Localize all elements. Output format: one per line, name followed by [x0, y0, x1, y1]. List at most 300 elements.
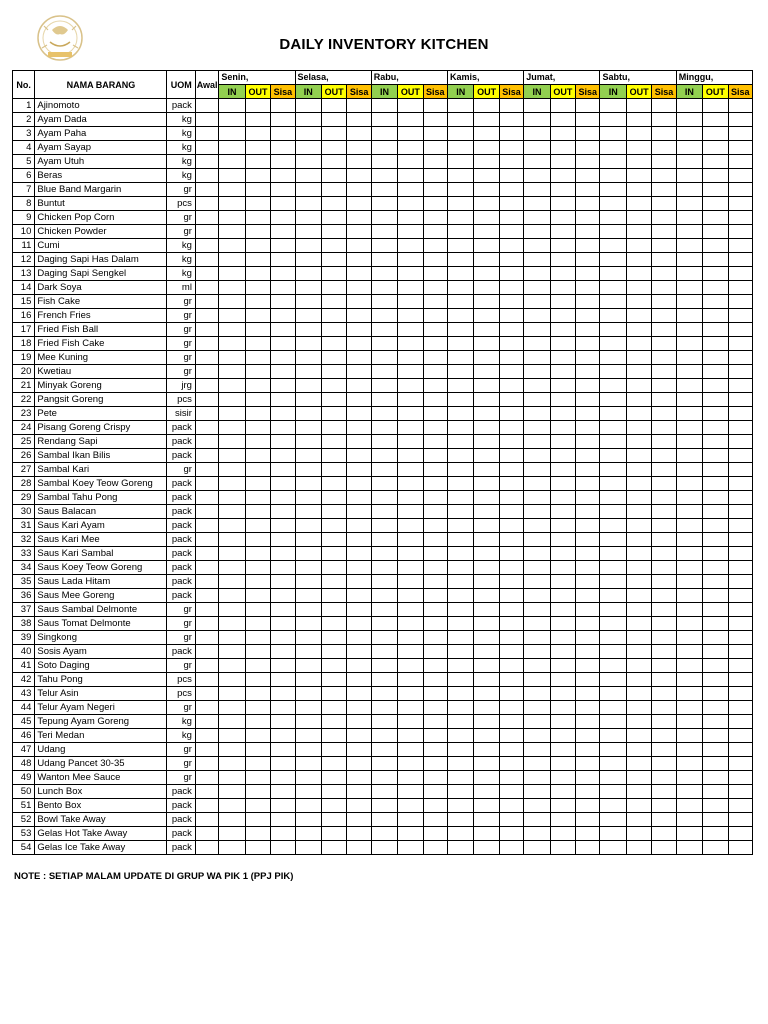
entry-cell[interactable] [652, 799, 676, 813]
entry-cell[interactable] [219, 449, 245, 463]
entry-cell[interactable] [600, 351, 626, 365]
entry-cell[interactable] [703, 421, 728, 435]
entry-cell[interactable] [499, 505, 523, 519]
entry-cell[interactable] [295, 729, 321, 743]
entry-cell[interactable] [499, 127, 523, 141]
entry-cell[interactable] [524, 113, 550, 127]
entry-cell[interactable] [398, 295, 423, 309]
entry-cell[interactable] [626, 827, 651, 841]
entry-cell[interactable] [474, 687, 499, 701]
entry-cell[interactable] [676, 491, 702, 505]
entry-cell[interactable] [703, 141, 728, 155]
entry-cell[interactable] [652, 561, 676, 575]
entry-cell[interactable] [347, 785, 371, 799]
entry-cell[interactable] [245, 603, 270, 617]
entry-cell[interactable] [600, 561, 626, 575]
entry-cell[interactable] [524, 575, 550, 589]
entry-cell[interactable] [321, 547, 346, 561]
entry-cell[interactable] [652, 659, 676, 673]
entry-cell[interactable] [347, 561, 371, 575]
row-awal-cell[interactable] [195, 477, 218, 491]
entry-cell[interactable] [371, 631, 397, 645]
entry-cell[interactable] [219, 365, 245, 379]
entry-cell[interactable] [576, 813, 600, 827]
entry-cell[interactable] [371, 757, 397, 771]
entry-cell[interactable] [423, 197, 447, 211]
entry-cell[interactable] [499, 267, 523, 281]
entry-cell[interactable] [576, 337, 600, 351]
entry-cell[interactable] [398, 603, 423, 617]
entry-cell[interactable] [524, 365, 550, 379]
entry-cell[interactable] [371, 519, 397, 533]
entry-cell[interactable] [321, 631, 346, 645]
entry-cell[interactable] [219, 841, 245, 855]
entry-cell[interactable] [676, 127, 702, 141]
entry-cell[interactable] [652, 589, 676, 603]
entry-cell[interactable] [626, 351, 651, 365]
entry-cell[interactable] [321, 561, 346, 575]
entry-cell[interactable] [474, 491, 499, 505]
row-awal-cell[interactable] [195, 449, 218, 463]
entry-cell[interactable] [371, 253, 397, 267]
entry-cell[interactable] [371, 841, 397, 855]
entry-cell[interactable] [474, 295, 499, 309]
entry-cell[interactable] [728, 547, 752, 561]
entry-cell[interactable] [550, 407, 575, 421]
entry-cell[interactable] [371, 407, 397, 421]
entry-cell[interactable] [728, 533, 752, 547]
entry-cell[interactable] [576, 99, 600, 113]
entry-cell[interactable] [371, 309, 397, 323]
entry-cell[interactable] [295, 421, 321, 435]
entry-cell[interactable] [321, 799, 346, 813]
entry-cell[interactable] [423, 435, 447, 449]
entry-cell[interactable] [219, 267, 245, 281]
entry-cell[interactable] [550, 351, 575, 365]
entry-cell[interactable] [524, 757, 550, 771]
entry-cell[interactable] [499, 463, 523, 477]
entry-cell[interactable] [600, 491, 626, 505]
entry-cell[interactable] [499, 337, 523, 351]
entry-cell[interactable] [550, 757, 575, 771]
entry-cell[interactable] [423, 547, 447, 561]
entry-cell[interactable] [423, 407, 447, 421]
entry-cell[interactable] [728, 799, 752, 813]
entry-cell[interactable] [550, 477, 575, 491]
entry-cell[interactable] [576, 743, 600, 757]
entry-cell[interactable] [626, 155, 651, 169]
entry-cell[interactable] [703, 393, 728, 407]
entry-cell[interactable] [219, 239, 245, 253]
row-awal-cell[interactable] [195, 491, 218, 505]
entry-cell[interactable] [474, 715, 499, 729]
entry-cell[interactable] [448, 407, 474, 421]
entry-cell[interactable] [219, 393, 245, 407]
entry-cell[interactable] [550, 743, 575, 757]
entry-cell[interactable] [295, 771, 321, 785]
entry-cell[interactable] [676, 547, 702, 561]
entry-cell[interactable] [576, 799, 600, 813]
entry-cell[interactable] [271, 533, 295, 547]
entry-cell[interactable] [271, 477, 295, 491]
entry-cell[interactable] [347, 267, 371, 281]
entry-cell[interactable] [448, 127, 474, 141]
entry-cell[interactable] [271, 519, 295, 533]
entry-cell[interactable] [347, 477, 371, 491]
entry-cell[interactable] [347, 827, 371, 841]
entry-cell[interactable] [600, 421, 626, 435]
entry-cell[interactable] [371, 659, 397, 673]
entry-cell[interactable] [728, 421, 752, 435]
entry-cell[interactable] [423, 519, 447, 533]
entry-cell[interactable] [524, 589, 550, 603]
entry-cell[interactable] [499, 253, 523, 267]
entry-cell[interactable] [576, 113, 600, 127]
entry-cell[interactable] [271, 603, 295, 617]
entry-cell[interactable] [423, 183, 447, 197]
entry-cell[interactable] [245, 183, 270, 197]
entry-cell[interactable] [703, 267, 728, 281]
entry-cell[interactable] [600, 281, 626, 295]
entry-cell[interactable] [219, 113, 245, 127]
entry-cell[interactable] [245, 197, 270, 211]
entry-cell[interactable] [703, 127, 728, 141]
entry-cell[interactable] [600, 827, 626, 841]
entry-cell[interactable] [371, 99, 397, 113]
entry-cell[interactable] [271, 743, 295, 757]
entry-cell[interactable] [499, 519, 523, 533]
entry-cell[interactable] [676, 239, 702, 253]
entry-cell[interactable] [626, 449, 651, 463]
entry-cell[interactable] [728, 99, 752, 113]
entry-cell[interactable] [474, 673, 499, 687]
entry-cell[interactable] [474, 561, 499, 575]
entry-cell[interactable] [550, 715, 575, 729]
entry-cell[interactable] [676, 673, 702, 687]
entry-cell[interactable] [652, 197, 676, 211]
entry-cell[interactable] [474, 463, 499, 477]
entry-cell[interactable] [423, 757, 447, 771]
entry-cell[interactable] [398, 197, 423, 211]
entry-cell[interactable] [295, 841, 321, 855]
entry-cell[interactable] [245, 785, 270, 799]
entry-cell[interactable] [676, 155, 702, 169]
row-awal-cell[interactable] [195, 365, 218, 379]
entry-cell[interactable] [728, 365, 752, 379]
entry-cell[interactable] [271, 799, 295, 813]
entry-cell[interactable] [474, 547, 499, 561]
entry-cell[interactable] [219, 659, 245, 673]
entry-cell[interactable] [676, 295, 702, 309]
entry-cell[interactable] [728, 603, 752, 617]
entry-cell[interactable] [499, 771, 523, 785]
entry-cell[interactable] [728, 169, 752, 183]
entry-cell[interactable] [728, 281, 752, 295]
entry-cell[interactable] [271, 631, 295, 645]
entry-cell[interactable] [245, 617, 270, 631]
entry-cell[interactable] [499, 575, 523, 589]
entry-cell[interactable] [245, 533, 270, 547]
entry-cell[interactable] [448, 295, 474, 309]
entry-cell[interactable] [271, 113, 295, 127]
entry-cell[interactable] [600, 309, 626, 323]
entry-cell[interactable] [499, 603, 523, 617]
entry-cell[interactable] [295, 169, 321, 183]
entry-cell[interactable] [703, 407, 728, 421]
entry-cell[interactable] [524, 785, 550, 799]
entry-cell[interactable] [703, 561, 728, 575]
entry-cell[interactable] [219, 813, 245, 827]
entry-cell[interactable] [626, 295, 651, 309]
entry-cell[interactable] [550, 813, 575, 827]
row-awal-cell[interactable] [195, 505, 218, 519]
entry-cell[interactable] [245, 631, 270, 645]
entry-cell[interactable] [474, 449, 499, 463]
entry-cell[interactable] [576, 197, 600, 211]
entry-cell[interactable] [576, 211, 600, 225]
entry-cell[interactable] [576, 589, 600, 603]
entry-cell[interactable] [398, 687, 423, 701]
entry-cell[interactable] [423, 687, 447, 701]
entry-cell[interactable] [371, 449, 397, 463]
entry-cell[interactable] [219, 589, 245, 603]
entry-cell[interactable] [703, 295, 728, 309]
entry-cell[interactable] [626, 323, 651, 337]
entry-cell[interactable] [703, 281, 728, 295]
entry-cell[interactable] [271, 127, 295, 141]
entry-cell[interactable] [321, 295, 346, 309]
entry-cell[interactable] [219, 757, 245, 771]
entry-cell[interactable] [271, 351, 295, 365]
row-awal-cell[interactable] [195, 141, 218, 155]
entry-cell[interactable] [448, 323, 474, 337]
entry-cell[interactable] [448, 169, 474, 183]
entry-cell[interactable] [271, 771, 295, 785]
entry-cell[interactable] [499, 295, 523, 309]
entry-cell[interactable] [245, 715, 270, 729]
row-awal-cell[interactable] [195, 351, 218, 365]
entry-cell[interactable] [271, 715, 295, 729]
entry-cell[interactable] [550, 155, 575, 169]
entry-cell[interactable] [448, 351, 474, 365]
entry-cell[interactable] [347, 631, 371, 645]
entry-cell[interactable] [474, 575, 499, 589]
entry-cell[interactable] [295, 99, 321, 113]
entry-cell[interactable] [703, 351, 728, 365]
entry-cell[interactable] [524, 393, 550, 407]
entry-cell[interactable] [652, 757, 676, 771]
entry-cell[interactable] [423, 379, 447, 393]
entry-cell[interactable] [626, 547, 651, 561]
row-awal-cell[interactable] [195, 715, 218, 729]
entry-cell[interactable] [321, 309, 346, 323]
entry-cell[interactable] [448, 827, 474, 841]
entry-cell[interactable] [371, 771, 397, 785]
entry-cell[interactable] [347, 379, 371, 393]
entry-cell[interactable] [703, 155, 728, 169]
entry-cell[interactable] [550, 421, 575, 435]
row-awal-cell[interactable] [195, 393, 218, 407]
entry-cell[interactable] [474, 407, 499, 421]
entry-cell[interactable] [524, 155, 550, 169]
entry-cell[interactable] [576, 393, 600, 407]
entry-cell[interactable] [371, 687, 397, 701]
entry-cell[interactable] [474, 225, 499, 239]
entry-cell[interactable] [728, 379, 752, 393]
entry-cell[interactable] [728, 393, 752, 407]
entry-cell[interactable] [728, 197, 752, 211]
entry-cell[interactable] [371, 589, 397, 603]
row-awal-cell[interactable] [195, 799, 218, 813]
entry-cell[interactable] [245, 267, 270, 281]
entry-cell[interactable] [245, 449, 270, 463]
entry-cell[interactable] [398, 141, 423, 155]
entry-cell[interactable] [499, 743, 523, 757]
entry-cell[interactable] [600, 575, 626, 589]
entry-cell[interactable] [321, 645, 346, 659]
entry-cell[interactable] [219, 337, 245, 351]
entry-cell[interactable] [423, 673, 447, 687]
entry-cell[interactable] [321, 323, 346, 337]
entry-cell[interactable] [271, 687, 295, 701]
entry-cell[interactable] [474, 729, 499, 743]
entry-cell[interactable] [347, 533, 371, 547]
entry-cell[interactable] [219, 799, 245, 813]
entry-cell[interactable] [550, 211, 575, 225]
entry-cell[interactable] [499, 155, 523, 169]
entry-cell[interactable] [728, 141, 752, 155]
entry-cell[interactable] [728, 771, 752, 785]
entry-cell[interactable] [524, 547, 550, 561]
entry-cell[interactable] [219, 463, 245, 477]
entry-cell[interactable] [448, 687, 474, 701]
entry-cell[interactable] [423, 771, 447, 785]
entry-cell[interactable] [398, 211, 423, 225]
entry-cell[interactable] [474, 211, 499, 225]
entry-cell[interactable] [423, 99, 447, 113]
entry-cell[interactable] [676, 617, 702, 631]
entry-cell[interactable] [423, 603, 447, 617]
row-awal-cell[interactable] [195, 463, 218, 477]
entry-cell[interactable] [550, 281, 575, 295]
entry-cell[interactable] [245, 253, 270, 267]
entry-cell[interactable] [499, 113, 523, 127]
entry-cell[interactable] [499, 533, 523, 547]
entry-cell[interactable] [371, 421, 397, 435]
entry-cell[interactable] [550, 547, 575, 561]
entry-cell[interactable] [448, 673, 474, 687]
row-awal-cell[interactable] [195, 197, 218, 211]
entry-cell[interactable] [371, 561, 397, 575]
entry-cell[interactable] [245, 281, 270, 295]
entry-cell[interactable] [524, 141, 550, 155]
entry-cell[interactable] [703, 477, 728, 491]
entry-cell[interactable] [600, 505, 626, 519]
entry-cell[interactable] [576, 771, 600, 785]
entry-cell[interactable] [371, 127, 397, 141]
entry-cell[interactable] [524, 533, 550, 547]
entry-cell[interactable] [728, 729, 752, 743]
entry-cell[interactable] [295, 253, 321, 267]
entry-cell[interactable] [626, 519, 651, 533]
entry-cell[interactable] [423, 715, 447, 729]
entry-cell[interactable] [524, 813, 550, 827]
entry-cell[interactable] [347, 505, 371, 519]
entry-cell[interactable] [676, 463, 702, 477]
entry-cell[interactable] [245, 561, 270, 575]
entry-cell[interactable] [245, 827, 270, 841]
entry-cell[interactable] [626, 841, 651, 855]
entry-cell[interactable] [728, 309, 752, 323]
entry-cell[interactable] [423, 365, 447, 379]
entry-cell[interactable] [398, 841, 423, 855]
entry-cell[interactable] [524, 267, 550, 281]
entry-cell[interactable] [676, 141, 702, 155]
entry-cell[interactable] [576, 827, 600, 841]
entry-cell[interactable] [499, 645, 523, 659]
entry-cell[interactable] [245, 113, 270, 127]
entry-cell[interactable] [626, 99, 651, 113]
row-awal-cell[interactable] [195, 127, 218, 141]
entry-cell[interactable] [652, 323, 676, 337]
entry-cell[interactable] [398, 673, 423, 687]
entry-cell[interactable] [728, 575, 752, 589]
entry-cell[interactable] [321, 771, 346, 785]
entry-cell[interactable] [474, 659, 499, 673]
entry-cell[interactable] [626, 169, 651, 183]
entry-cell[interactable] [626, 477, 651, 491]
entry-cell[interactable] [271, 183, 295, 197]
entry-cell[interactable] [398, 351, 423, 365]
entry-cell[interactable] [448, 701, 474, 715]
entry-cell[interactable] [371, 575, 397, 589]
entry-cell[interactable] [652, 435, 676, 449]
entry-cell[interactable] [398, 505, 423, 519]
entry-cell[interactable] [676, 701, 702, 715]
entry-cell[interactable] [728, 463, 752, 477]
row-awal-cell[interactable] [195, 533, 218, 547]
entry-cell[interactable] [219, 407, 245, 421]
entry-cell[interactable] [295, 533, 321, 547]
entry-cell[interactable] [550, 225, 575, 239]
entry-cell[interactable] [423, 323, 447, 337]
entry-cell[interactable] [347, 239, 371, 253]
entry-cell[interactable] [474, 365, 499, 379]
entry-cell[interactable] [347, 407, 371, 421]
entry-cell[interactable] [652, 463, 676, 477]
entry-cell[interactable] [219, 421, 245, 435]
entry-cell[interactable] [652, 141, 676, 155]
row-awal-cell[interactable] [195, 631, 218, 645]
entry-cell[interactable] [219, 827, 245, 841]
entry-cell[interactable] [448, 113, 474, 127]
entry-cell[interactable] [550, 771, 575, 785]
entry-cell[interactable] [499, 589, 523, 603]
entry-cell[interactable] [295, 743, 321, 757]
entry-cell[interactable] [728, 337, 752, 351]
entry-cell[interactable] [219, 715, 245, 729]
entry-cell[interactable] [398, 323, 423, 337]
entry-cell[interactable] [371, 799, 397, 813]
entry-cell[interactable] [600, 141, 626, 155]
entry-cell[interactable] [398, 827, 423, 841]
entry-cell[interactable] [703, 519, 728, 533]
entry-cell[interactable] [271, 407, 295, 421]
entry-cell[interactable] [321, 99, 346, 113]
entry-cell[interactable] [728, 477, 752, 491]
entry-cell[interactable] [448, 477, 474, 491]
entry-cell[interactable] [576, 239, 600, 253]
